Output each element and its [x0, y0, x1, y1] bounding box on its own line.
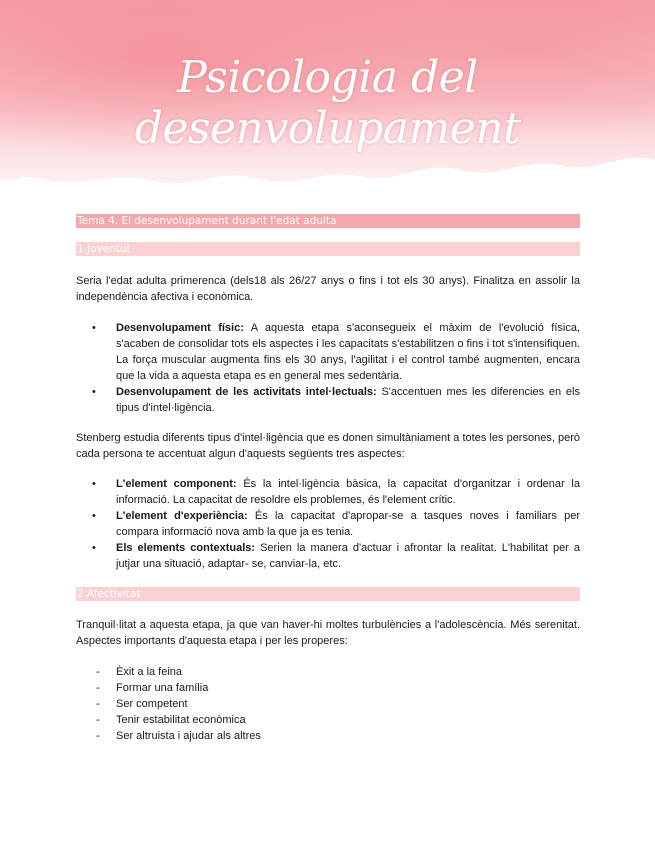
topic-bar: Tema 4. El desenvolupament durant l'edat adulta [76, 214, 580, 228]
bullet-icon: • [92, 386, 96, 398]
list-item [76, 696, 580, 712]
dash-marker: - [96, 682, 100, 694]
section-heading-joventut: 1.Joventut [76, 242, 580, 256]
bullet-text: Serien la manera d'actuar i afrontar la realitat. L'habilitat per a jutjar una situació, adaptar- se, canviar-la, etc. [116, 542, 580, 570]
list-item [76, 728, 580, 744]
dash-marker: - [96, 730, 100, 742]
list-item-text: Ser competent [116, 698, 188, 710]
list-item-text: Èxit a la feina [116, 666, 183, 678]
bullet-icon: • [92, 510, 96, 522]
list-item [76, 680, 580, 696]
list-item [76, 320, 580, 384]
bullet-term: L'element component: [116, 478, 237, 490]
dash-marker: - [96, 666, 100, 678]
bullet-term: Desenvolupament físic: [116, 322, 244, 334]
watercolor-header [0, 0, 655, 200]
afectivitat-dash-list [76, 664, 580, 744]
dash-marker: - [96, 714, 100, 726]
list-item [76, 384, 580, 416]
bullet-text: S'accentuen mes les diferencies en els tipus d'intel·ligència. [116, 386, 580, 414]
list-item [76, 476, 580, 508]
afectivitat-intro: Tranquil·litat a aquesta etapa, ja que van haver-hi moltes turbulències a l'adolescència. Més serenitat. Aspectes importants d'aquesta etapa i per les properes: [76, 619, 580, 647]
bullet-text: És la capacitat d'apropar-se a tasques noves i familiars per compara informació nova amb la que ja es tenia. [116, 510, 580, 538]
list-item [76, 508, 580, 540]
list-item-text: Tenir estabilitat econòmica [116, 714, 246, 726]
stenberg-paragraph: Stenberg estudia diferents tipus d'intel·ligència que es donen simultàniament a totes les persones, però cada persona te accentuat algun d'aquests següents tres aspectes: [76, 432, 580, 460]
bullet-text: A aquesta etapa s'aconsegueix el màxim de l'evolució física, s'acaben de consolidar tots els aspectes i les capacitats s'estabilitzen o fins i tot s'intensifiquen. La força muscular augmenta fins els 30 anys, l'agilitat i el control també augmenten, encara que la vida a aquesta etapa es en general mes sedentària. [116, 322, 581, 382]
bullet-text: És la intel·ligència bàsica, la capacitat d'organitzar i ordenar la informació. La capacitat de resoldre els problemes, és l'element crític. [116, 478, 580, 506]
bullet-term: Desenvolupament de les activitats intel·lectuals: [116, 386, 377, 398]
joventut-intro: Seria l'edat adulta primerenca (dels18 als 26/27 anys o fins i tot els 30 anys). Finalitza en assolir la independència afectiva i econòmica. [76, 275, 580, 303]
bullet-icon: • [92, 542, 96, 554]
list-item [76, 664, 580, 680]
dash-marker: - [96, 698, 100, 710]
stenberg-bullet-list [76, 476, 580, 572]
bullet-term: Els elements contextuals: [116, 542, 256, 554]
list-item [76, 712, 580, 728]
bullet-term: L'element d'experiència: [116, 510, 248, 522]
bullet-icon: • [92, 322, 96, 334]
list-item [76, 540, 580, 572]
list-item-text: Ser altruista i ajudar als altres [116, 730, 261, 742]
joventut-bullet-list [76, 320, 580, 416]
list-item-text: Formar una família [116, 682, 209, 694]
bullet-icon: • [92, 478, 96, 490]
section-heading-afectivitat: 2.Afectivitat [76, 587, 580, 601]
page-title: Psicologia del desenvolupament [134, 52, 521, 154]
